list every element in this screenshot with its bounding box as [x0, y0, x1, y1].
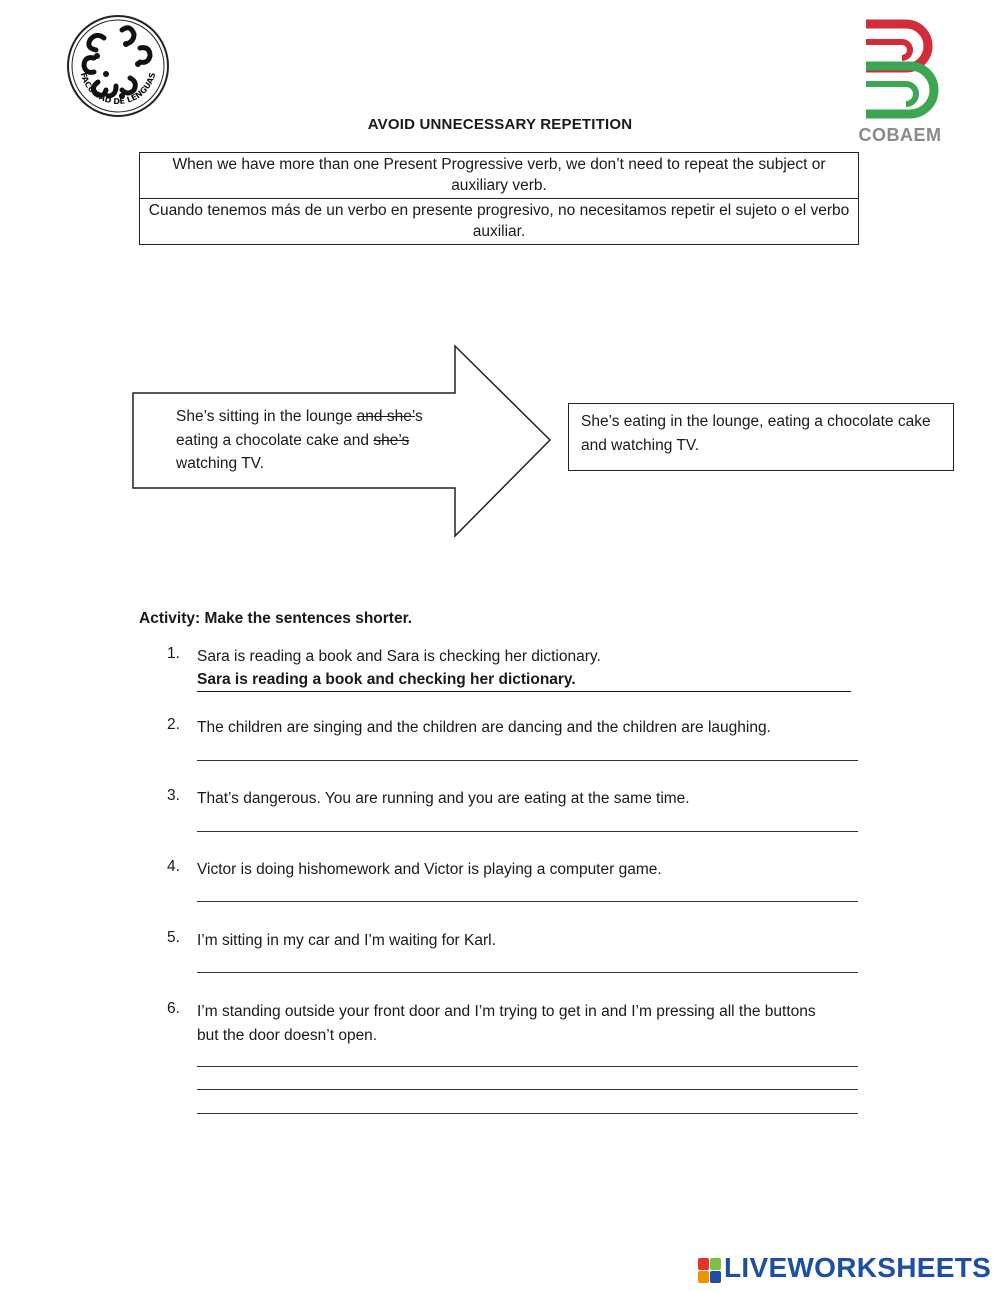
example-before-line-1: [176, 405, 446, 429]
item-question: I’m standing outside your front door and I’m trying to get in and I’m pressing all the buttons but the door doesn’t open.: [197, 1003, 816, 1044]
struck-text: she’s: [373, 431, 410, 449]
item-number: 2.: [167, 716, 180, 733]
item-number: 1.: [167, 645, 180, 662]
example-text: She’s sitting in the lounge: [176, 408, 357, 425]
answer-line[interactable]: [197, 1066, 858, 1067]
item-answer[interactable]: Sara is reading a book and checking her dictionary.: [197, 669, 851, 692]
example-text: s: [415, 408, 423, 425]
liveworksheets-brand[interactable]: LIVEWORKSHEETS: [724, 1252, 992, 1283]
cobaem-text: COBAEM: [858, 125, 942, 145]
page-title: AVOID UNNECESSARY REPETITION: [367, 116, 633, 133]
liveworksheets-icon: [698, 1258, 722, 1284]
rule-row-spanish: [140, 199, 859, 245]
item-question: That’s dangerous. You are running and you are eating at the same time.: [197, 790, 690, 807]
example-before-line-3: watching TV.: [176, 455, 264, 472]
cobaem-logo-icon: [862, 14, 940, 120]
item-question: Sara is reading a book and Sara is checking her dictionary.: [197, 648, 601, 665]
rule-spanish: Cuando tenemos más de un verbo en presente progresivo, no necesitamos repetir el sujeto o el verbo auxiliar.: [140, 199, 859, 245]
example-after: She’s eating in the lounge, eating a chocolate cake and watching TV.: [568, 403, 954, 471]
answer-line[interactable]: [197, 831, 858, 832]
facultad-logo: [64, 12, 172, 125]
example-before-line-2: [176, 429, 446, 453]
answer-line[interactable]: [197, 972, 858, 973]
activity-title: Activity: Make the sentences shorter.: [139, 610, 413, 627]
answer-line[interactable]: [197, 901, 858, 902]
liveworksheets-logo[interactable]: [698, 1258, 722, 1289]
item-question: The children are singing and the children are dancing and the children are laughing.: [197, 719, 771, 736]
item-number: 5.: [167, 929, 180, 946]
facultad-de-lenguas-seal-icon: [64, 12, 172, 120]
answer-line[interactable]: [197, 1113, 858, 1114]
cobaem-logo: [862, 14, 940, 125]
item-number: 3.: [167, 787, 180, 804]
example-text: eating a chocolate cake and: [176, 431, 374, 449]
answer-line[interactable]: [197, 760, 858, 761]
rule-english: When we have more than one Present Progressive verb, we don’t need to repeat the subject or auxiliary verb.: [140, 153, 859, 199]
struck-text: and she’: [356, 408, 415, 425]
example-before: [176, 405, 446, 476]
item-question: I’m sitting in my car and I’m waiting for Karl.: [197, 932, 496, 949]
item-number: 6.: [167, 1000, 180, 1017]
item-number: 4.: [167, 858, 180, 875]
answer-line[interactable]: [197, 1089, 858, 1090]
rule-row-english: [140, 153, 859, 199]
item-question: Victor is doing hishomework and Victor is playing a computer game.: [197, 861, 662, 878]
rule-table: [139, 152, 859, 245]
seal-text: FACULTAD DE LENGUAS: [78, 71, 158, 107]
